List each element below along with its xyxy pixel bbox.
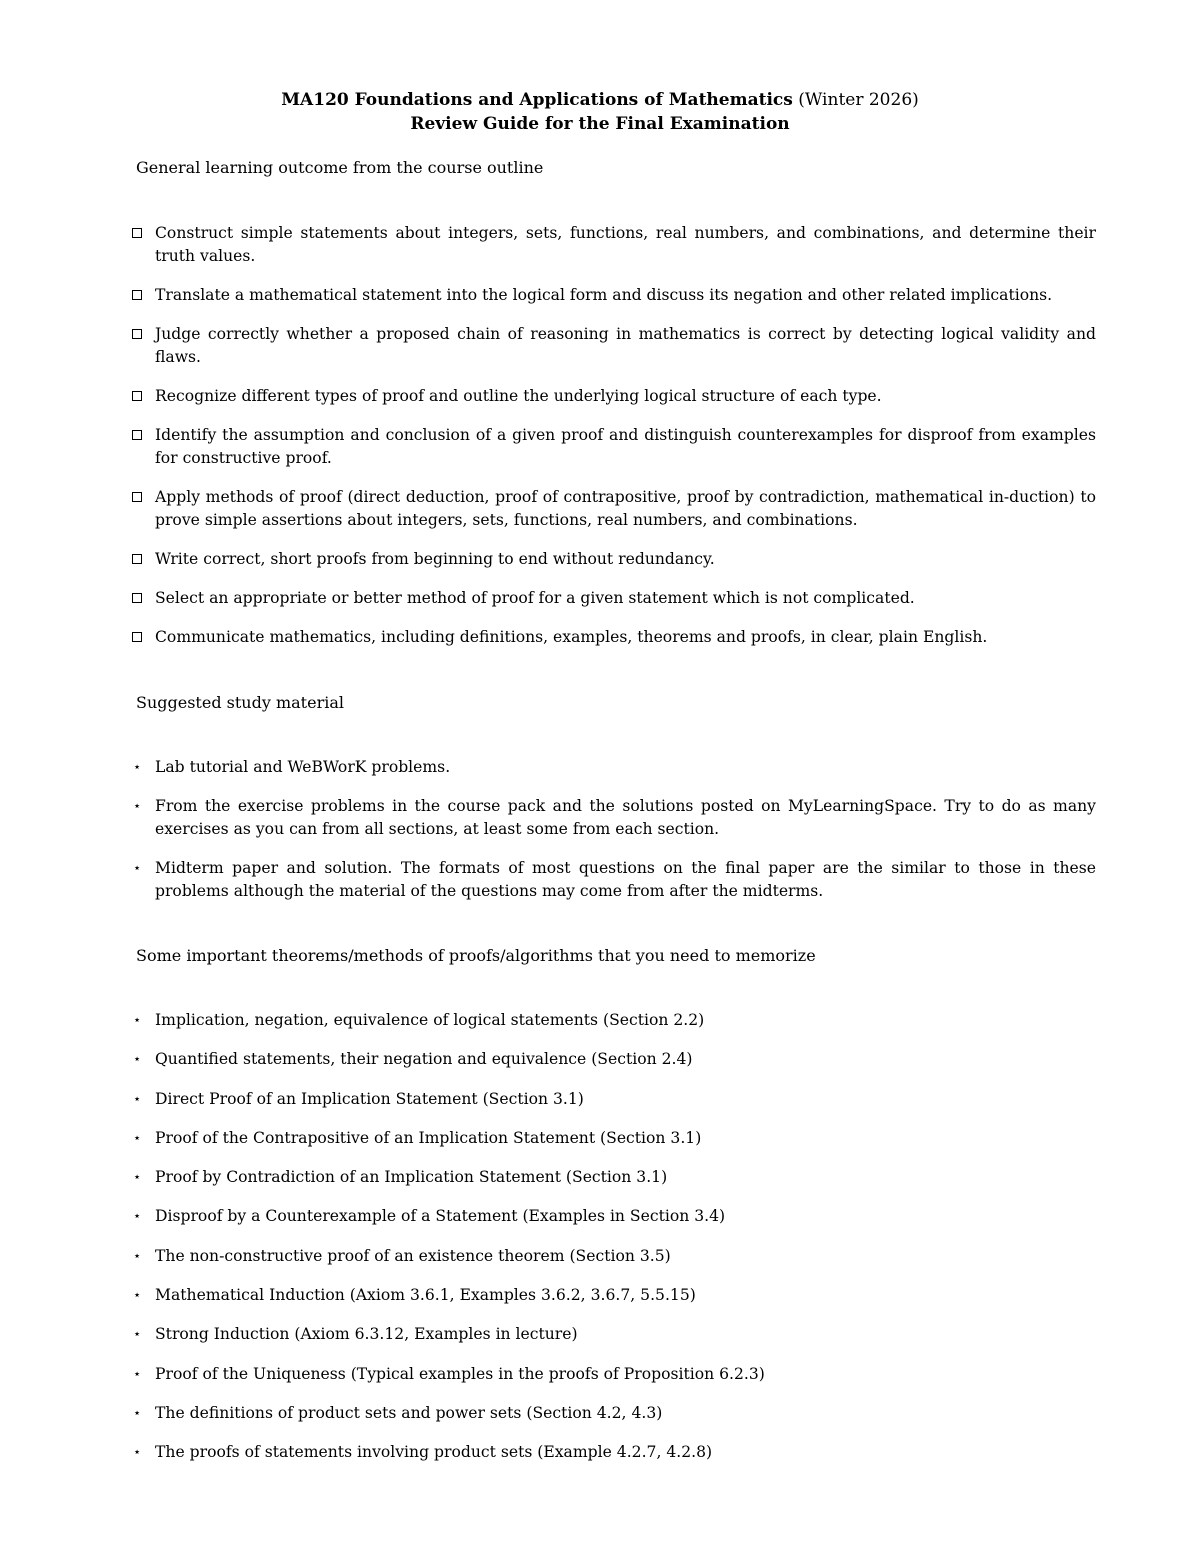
theorem-item-text: Direct Proof of an Implication Statement (Section 3.1) <box>155 1089 584 1108</box>
learning-outcome-item-text: Identify the assumption and conclusion of a given proof and distinguish counterexamples for disproof from examples for constructive proof. <box>155 426 1096 467</box>
learning-outcome-item <box>132 548 1096 571</box>
theorem-item <box>132 1284 1096 1307</box>
star-bullet-icon: ⋆ <box>133 1052 142 1068</box>
theorem-item <box>132 1205 1096 1228</box>
learning-outcomes-list <box>132 222 1096 665</box>
learning-outcome-item <box>132 486 1096 532</box>
study-material-item <box>132 857 1096 903</box>
star-bullet-icon: ⋆ <box>133 1288 142 1304</box>
checkbox-icon <box>132 632 142 642</box>
checkbox-icon <box>132 593 142 603</box>
theorem-item-text: The proofs of statements involving product sets (Example 4.2.7, 4.2.8) <box>155 1443 713 1462</box>
star-bullet-icon: ⋆ <box>133 1091 142 1107</box>
star-bullet-icon: ⋆ <box>133 1013 142 1028</box>
checkbox-icon <box>132 554 142 564</box>
theorem-item-text: Quantified statements, their negation and equivalence (Section 2.4) <box>155 1050 693 1069</box>
star-bullet-icon: ⋆ <box>133 799 142 814</box>
theorem-item-text: Disproof by a Counterexample of a Statement (Examples in Section 3.4) <box>155 1207 726 1226</box>
learning-outcome-item <box>132 284 1096 307</box>
learning-outcome-item-text: Apply methods of proof (direct deduction, proof of contrapositive, proof by contradiction, mathematical in-duction) to prove simple assertions about integers, sets, functions, real numbers, and combinations. <box>155 488 1096 529</box>
learning-outcome-item <box>132 222 1096 268</box>
theorem-item <box>132 1363 1096 1386</box>
theorem-item-text: Implication, negation, equivalence of logical statements (Section 2.2) <box>155 1011 705 1029</box>
learning-outcome-item <box>132 424 1096 470</box>
learning-outcome-item-text: Communicate mathematics, including definitions, examples, theorems and proofs, in clear, plain English. <box>155 628 988 646</box>
star-bullet-icon: ⋆ <box>133 1130 142 1146</box>
theorem-item <box>132 1402 1096 1425</box>
checkbox-icon <box>132 329 142 339</box>
theorem-item-text: Mathematical Induction (Axiom 3.6.1, Examples 3.6.2, 3.6.7, 5.5.15) <box>155 1286 696 1305</box>
theorem-item-text: The non-constructive proof of an existence theorem (Section 3.5) <box>155 1246 671 1265</box>
learning-outcome-item-text: Judge correctly whether a proposed chain of reasoning in mathematics is correct by detecting logical validity and flaws. <box>155 325 1096 366</box>
checkbox-icon <box>132 391 142 401</box>
theorem-item <box>132 1323 1096 1346</box>
star-bullet-icon: ⋆ <box>133 1327 142 1343</box>
learning-outcomes-heading: General learning outcome from the course outline <box>136 158 544 177</box>
checkbox-icon <box>132 290 142 300</box>
star-bullet-icon: ⋆ <box>133 861 142 876</box>
course-term: (Winter 2026) <box>798 90 919 110</box>
learning-outcome-item-text: Write correct, short proofs from beginning to end without redundancy. <box>155 550 715 568</box>
star-bullet-icon: ⋆ <box>133 1445 142 1461</box>
learning-outcome-item-text: Translate a mathematical statement into the logical form and discuss its negation and other related implications. <box>155 286 1053 304</box>
theorem-item <box>132 1088 1096 1111</box>
course-title: MA120 Foundations and Applications of Mathematics <box>281 90 793 110</box>
star-bullet-icon: ⋆ <box>133 1405 142 1421</box>
star-bullet-icon: ⋆ <box>133 1366 142 1382</box>
document-subtitle: Review Guide for the Final Examination <box>410 114 790 134</box>
star-bullet-icon: ⋆ <box>133 1248 142 1264</box>
study-material-heading: Suggested study material <box>136 693 344 712</box>
learning-outcome-item-text: Recognize different types of proof and outline the underlying logical structure of each type. <box>155 387 882 405</box>
theorem-item <box>132 1245 1096 1268</box>
study-material-item-text: Midterm paper and solution. The formats of most questions on the final paper are the similar to those in these problems although the material of the questions may come from after the midterms. <box>155 859 1096 900</box>
star-bullet-icon: ⋆ <box>133 1209 142 1225</box>
theorem-item <box>132 1166 1096 1189</box>
theorem-item <box>132 1009 1096 1032</box>
checkbox-icon <box>132 430 142 440</box>
learning-outcome-item <box>132 323 1096 369</box>
learning-outcome-item <box>132 626 1096 649</box>
theorem-item-text: The definitions of product sets and power sets (Section 4.2, 4.3) <box>155 1403 663 1422</box>
theorems-list <box>132 1009 1096 1481</box>
theorems-heading: Some important theorems/methods of proofs/algorithms that you need to memorize <box>136 946 816 965</box>
star-bullet-icon: ⋆ <box>133 760 142 775</box>
theorem-item <box>132 1048 1096 1071</box>
document-header <box>0 88 1200 136</box>
theorem-item-text: Strong Induction (Axiom 6.3.12, Examples in lecture) <box>155 1325 578 1344</box>
learning-outcome-item <box>132 587 1096 610</box>
star-bullet-icon: ⋆ <box>133 1170 142 1186</box>
checkbox-icon <box>132 492 142 502</box>
learning-outcome-item-text: Select an appropriate or better method of proof for a given statement which is not complicated. <box>155 589 915 607</box>
theorem-item-text: Proof of the Contrapositive of an Implication Statement (Section 3.1) <box>155 1128 702 1147</box>
learning-outcome-item <box>132 385 1096 408</box>
study-material-item <box>132 756 1096 779</box>
theorem-item-text: Proof of the Uniqueness (Typical examples in the proofs of Proposition 6.2.3) <box>155 1364 765 1383</box>
study-material-item-text: From the exercise problems in the course pack and the solutions posted on MyLearningSpace. Try to do as many exercises as you can from all sections, at least some from each section. <box>155 797 1096 838</box>
checkbox-icon <box>132 228 142 238</box>
learning-outcome-item-text: Construct simple statements about integers, sets, functions, real numbers, and combinations, and determine their truth values. <box>155 224 1096 265</box>
header-title-line <box>0 88 1200 112</box>
study-material-list <box>132 756 1096 919</box>
theorem-item-text: Proof by Contradiction of an Implication Statement (Section 3.1) <box>155 1168 668 1187</box>
theorem-item <box>132 1127 1096 1150</box>
study-material-item-text: Lab tutorial and WeBWorK problems. <box>155 758 451 776</box>
theorem-item <box>132 1441 1096 1464</box>
study-material-item <box>132 795 1096 841</box>
